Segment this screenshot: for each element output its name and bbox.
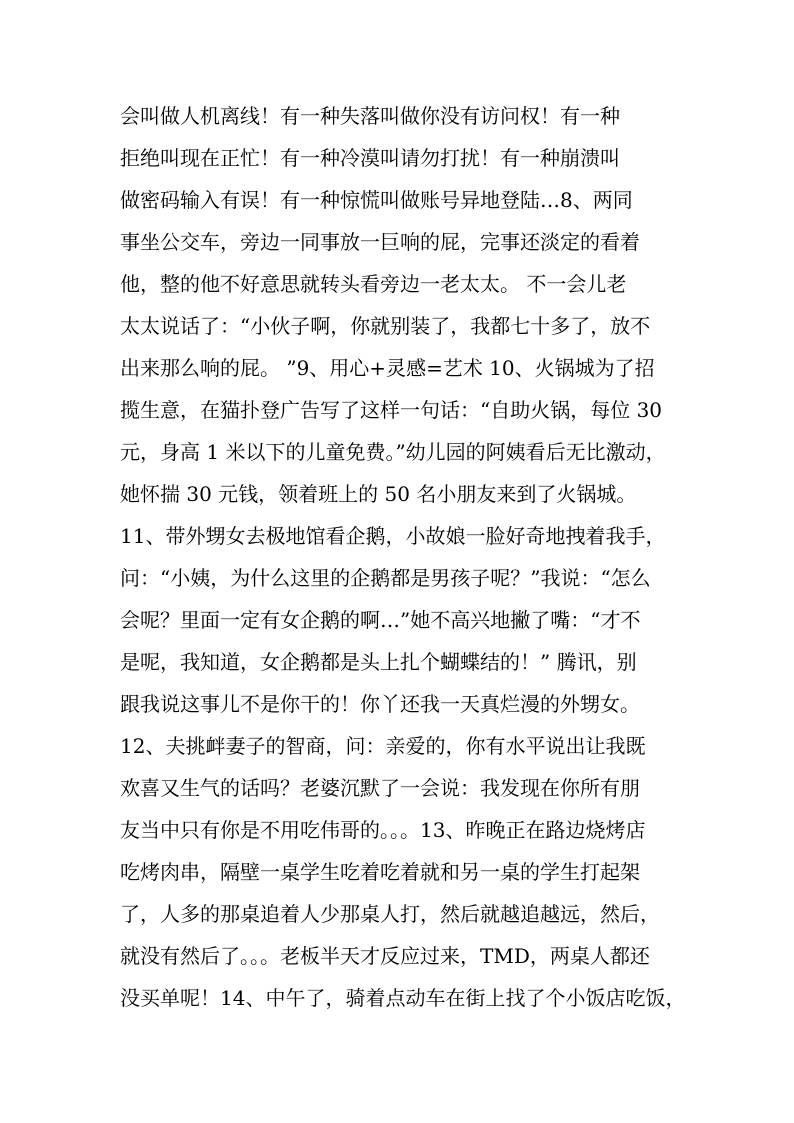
text-line: 问：“小姨，为什么这里的企鹅都是男孩子呢？”我说：“怎么 — [120, 566, 651, 590]
text-line: 她怀揣 30 元钱，领着班上的 50 名小朋友来到了火锅城。 — [120, 482, 637, 506]
text-line: 跟我说这事儿不是你干的！你丫还我一天真烂漫的外甥女。 — [120, 692, 640, 716]
text-line: 出来那么响的屁。 ”9、用心+灵感=艺术 10、火锅城为了招 — [120, 356, 655, 380]
text-line: 欢喜又生气的话吗？老婆沉默了一会说：我发现在你所有朋 — [120, 776, 640, 800]
text-line: 会呢？里面一定有女企鹅的啊…”她不高兴地撇了嘴：“才不 — [120, 608, 641, 632]
text-line: 太太说话了：“小伙子啊，你就别装了，我都七十多了，放不 — [120, 314, 651, 338]
text-line: 揽生意，在猫扑登广告写了这样一句话：“自助火锅，每位 30 — [120, 398, 663, 422]
text-line: 友当中只有你是不用吃伟哥的。。。13、昨晚正在路边烧烤店 — [120, 818, 646, 842]
text-line: 事坐公交车，旁边一同事放一巨响的屁，完事还淡定的看着 — [120, 230, 640, 254]
text-line: 是呢，我知道，女企鹅都是头上扎个蝴蝶结的！” 腾讯，别 — [120, 650, 637, 674]
text-line: 11、带外甥女去极地馆看企鹅，小故娘一脸好奇地拽着我手， — [120, 524, 666, 548]
text-line: 元，身高 1 米以下的儿童免费。”幼儿园的阿姨看后无比激动， — [120, 440, 666, 464]
text-line: 了，人多的那桌追着人少那桌人打，然后就越追越远，然后， — [120, 902, 660, 926]
text-line: 拒绝叫现在正忙！有一种冷漠叫请勿打扰！有一种崩溃叫 — [120, 146, 620, 170]
text-line: 会叫做人机离线！有一种失落叫做你没有访问权！有一种 — [120, 104, 620, 128]
text-line: 就没有然后了。。。老板半天才反应过来，TMD，两桌人都还 — [120, 944, 650, 968]
text-line: 做密码输入有误！有一种惊慌叫做账号异地登陆…8、两同 — [120, 188, 633, 212]
text-line: 吃烤肉串，隔壁一桌学生吃着吃着就和另一桌的学生打起架 — [120, 860, 640, 884]
text-line: 他，整的他不好意思就转头看旁边一老太太。 不一会儿老 — [120, 272, 627, 296]
text-line: 没买单呢！14、中午了，骑着点动车在街上找了个小饭店吃饭， — [120, 986, 686, 1010]
text-line: 12、夫挑衅妻子的智商，问：亲爱的，你有水平说出让我既 — [120, 734, 646, 758]
